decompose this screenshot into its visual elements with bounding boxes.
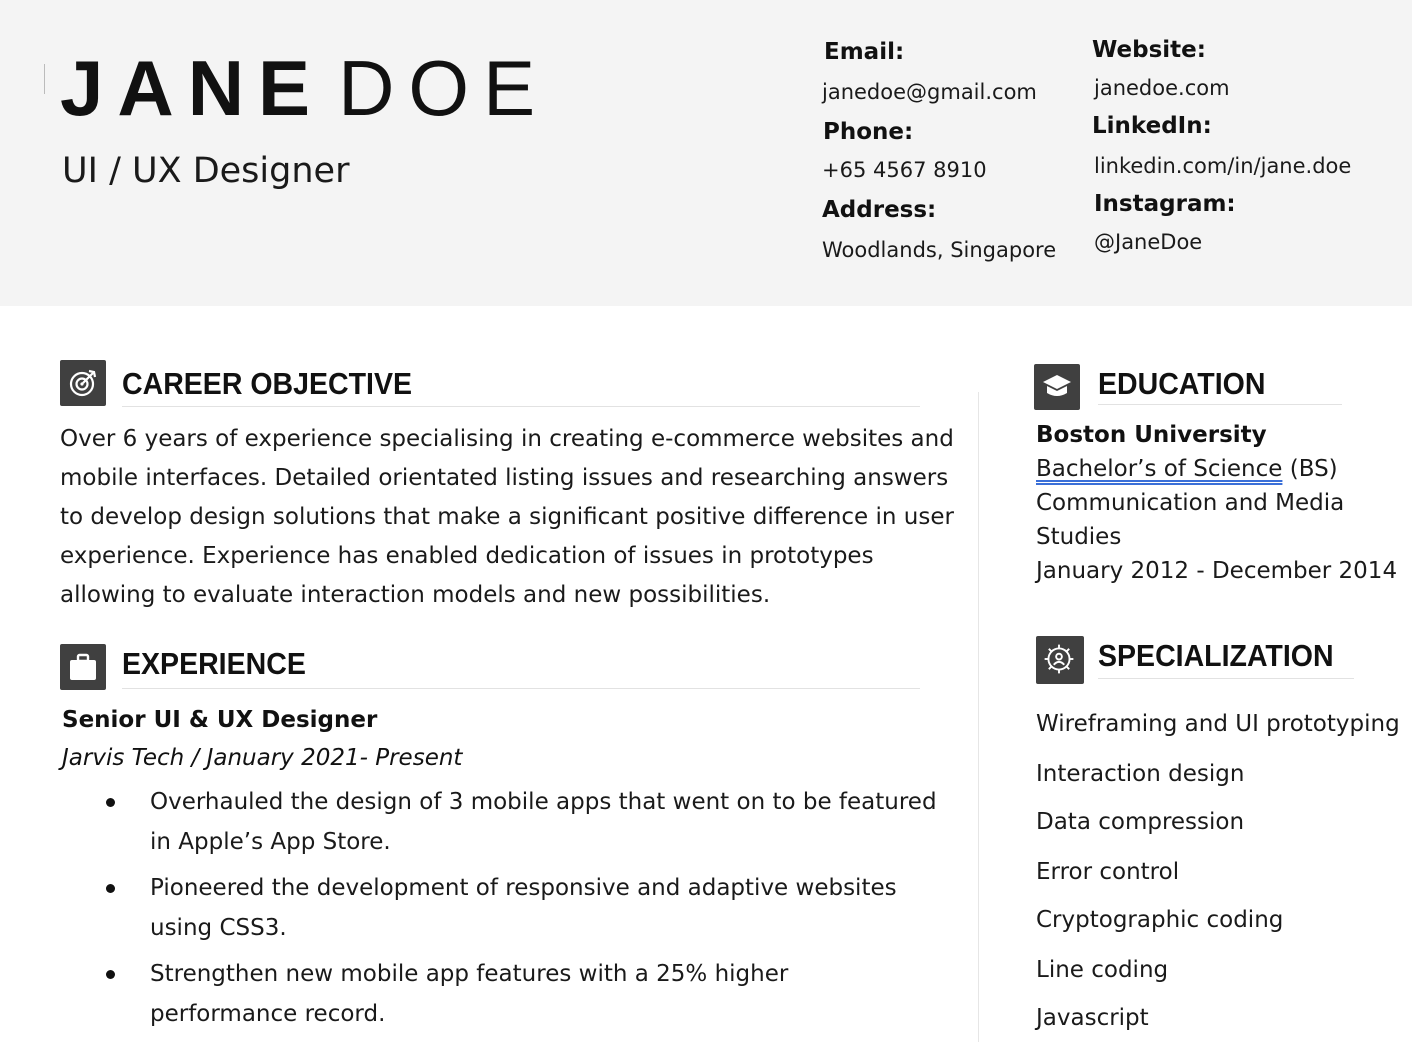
phone-label: Phone: <box>823 119 914 145</box>
section-rule <box>122 406 920 407</box>
job-title: Senior UI & UX Designer <box>62 707 378 733</box>
phone-value: +65 4567 8910 <box>822 158 987 182</box>
gear-user-icon <box>1036 636 1084 684</box>
field-of-study-cont: Studies <box>1036 524 1122 550</box>
email-value: janedoe@gmail.com <box>822 80 1037 104</box>
list-item: Pioneered the development of responsive and adaptive websites using CSS3. <box>150 875 897 941</box>
degree-line <box>1036 452 1338 486</box>
degree-abbrev: (BS) <box>1282 456 1338 482</box>
linkedin-label: LinkedIn: <box>1092 113 1212 139</box>
degree-name: Bachelor’s of Science <box>1036 456 1283 482</box>
address-label: Address: <box>822 197 937 223</box>
bullet-icon <box>106 970 115 979</box>
list-item: Line coding <box>1036 957 1169 983</box>
experience-heading: EXPERIENCE <box>122 646 306 681</box>
job-role: UI / UX Designer <box>62 151 350 191</box>
education-heading: EDUCATION <box>1098 366 1266 401</box>
bullet-icon <box>106 798 115 807</box>
first-name: JANE <box>60 44 325 132</box>
list-item: Javascript <box>1036 1005 1149 1031</box>
section-rule <box>122 688 920 689</box>
instagram-label: Instagram: <box>1094 191 1236 217</box>
bullet-icon <box>106 884 115 893</box>
graduation-cap-icon <box>1034 364 1080 410</box>
list-item: Strengthen new mobile app features with a 25% higher performance record. <box>150 961 789 1027</box>
list-item: Error control <box>1036 859 1180 885</box>
specialization-heading: SPECIALIZATION <box>1098 638 1334 673</box>
list-item: Data compression <box>1036 809 1245 835</box>
section-rule <box>1098 678 1354 679</box>
website-value: janedoe.com <box>1094 76 1230 100</box>
school-name: Boston University <box>1036 422 1267 448</box>
education-dates: January 2012 - December 2014 <box>1036 558 1398 584</box>
career-objective-text: Over 6 years of experience specialising in creating e-commerce websites and mobile interfaces. Detailed orientated listing issues and researching answers to develop design solutions that make a significant positive difference in user experience. Experience has enabled dedication of issues in prototypes allowing to evaluate interaction models and new possibilities. <box>60 426 954 608</box>
target-icon <box>60 360 106 406</box>
linkedin-value: linkedin.com/in/jane.doe <box>1094 154 1352 178</box>
resume-header <box>0 0 1412 306</box>
email-label: Email: <box>824 39 905 65</box>
career-objective-heading: CAREER OBJECTIVE <box>122 366 413 401</box>
full-name <box>60 46 549 130</box>
instagram-value: @JaneDoe <box>1094 230 1203 254</box>
job-company-dates: Jarvis Tech / January 2021- Present <box>62 745 463 771</box>
address-value: Woodlands, Singapore <box>822 238 1057 262</box>
list-item: Cryptographic coding <box>1036 907 1284 933</box>
text-cursor <box>44 64 45 94</box>
list-item: Wireframing and UI prototyping <box>1036 711 1400 737</box>
list-item: Overhauled the design of 3 mobile apps that went on to be featured in Apple’s App Store. <box>150 789 937 855</box>
briefcase-icon <box>60 644 106 690</box>
last-name: DOE <box>338 44 550 132</box>
section-rule <box>1098 404 1342 405</box>
column-divider <box>978 392 979 1042</box>
list-item: Interaction design <box>1036 761 1245 787</box>
website-label: Website: <box>1092 37 1206 63</box>
field-of-study: Communication and Media <box>1036 490 1345 516</box>
